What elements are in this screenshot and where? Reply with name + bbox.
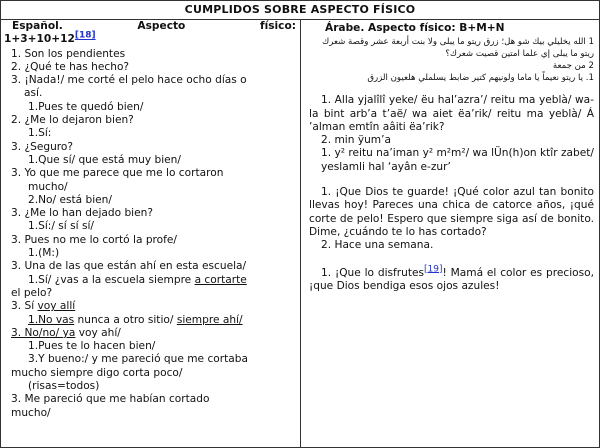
dialog-line	[4, 327, 296, 340]
dialog-line: mucho siempre digo corta poco/	[11, 366, 183, 379]
dialog-text: 1.Sí/ ¿vas a la escuela siempre	[28, 273, 195, 286]
dialog-text-underlined: siempre ahí/	[176, 313, 243, 326]
dialog-text-underlined: 1.No vas	[28, 313, 75, 326]
spacer	[309, 253, 594, 267]
translation-text: 1. ¡Que lo disfrutes	[321, 266, 425, 279]
left-header-aspect: Aspecto	[137, 20, 186, 32]
dialog-text-underlined: ya	[62, 326, 76, 339]
dialog-text-underlined: 3. No/no/	[11, 326, 63, 339]
dialog-line: mucho/	[11, 406, 51, 419]
transliteration-block	[309, 94, 594, 174]
dialog-line: 1.Pues te quedó bien/	[28, 100, 144, 113]
dialog-text-underlined: voy allí	[37, 300, 76, 313]
translation-text: ! Mamá el color es precioso, ¡que Dios bendiga esos ojos azules!	[309, 266, 594, 292]
translation-line: 2. Hace una semana.	[321, 239, 434, 252]
dialog-line: 3. Pues no me lo cortó la profe/	[11, 233, 177, 246]
dialog-line: 2.No/ está bien/	[28, 193, 112, 206]
dialog-line: 1.Pues te lo hacen bien/	[28, 340, 156, 353]
dialog-line: (risas=todos)	[28, 380, 100, 393]
dialog-text-underlined: a cortarte	[194, 273, 247, 286]
table-title: CUMPLIDOS SOBRE ASPECTO FÍSICO	[1, 1, 599, 20]
translation-line: 1. ¡Que Dios te guarde! ¡Qué color azul tan bonito llevas hoy! Pareces una chica de catorce años, ¡qué corte de pelo! Espero que siempre siga así de bonito. Dime, ¿cuándo te lo has cortado?	[309, 186, 594, 238]
transliteration-line: 2. min ÿum’a	[321, 134, 391, 147]
left-header-language: Español.	[12, 20, 63, 32]
footnote-link-18[interactable]: [18]	[74, 30, 96, 41]
dialog-line	[4, 274, 296, 287]
dialog-line: 1.Que sí/ que está muy bien/	[28, 153, 181, 166]
dialog-line: 3. Me pareció que me habían cortado	[11, 393, 210, 406]
left-header-row	[4, 20, 296, 33]
spanish-translation-block	[309, 186, 594, 293]
arabic-column	[301, 20, 599, 448]
dialog-line: 2. ¿Qué te has hecho?	[11, 60, 130, 73]
left-header-code	[4, 30, 296, 46]
dialog-line: 1. Son los pendientes	[11, 47, 126, 60]
dialog-line: 3. Yo que me parece que me lo cortaron	[11, 167, 224, 180]
dialog-line: mucho/	[28, 180, 68, 193]
dialog-line	[4, 300, 296, 313]
dialog-text: 3. Sí	[11, 300, 38, 313]
dialog-line	[4, 314, 296, 327]
dialog-line: 3. Una de las que están ahí en esta escuela/	[11, 260, 247, 273]
dialog-line: el pelo?	[11, 286, 53, 299]
dialog-line: 1.Sí:	[28, 127, 52, 140]
transliteration-line: 1. Alla yjalîlî yeke/ ëu hal’azra’/ reitu ma yeblà/ wa-la bint arb’a t’aë/ wa aiet ëa’rik/ reitu ma yeblà/ Á ’alman emtîn aâiti ëa’rik?	[309, 94, 594, 133]
right-header: Árabe. Aspecto físico: B+M+N	[325, 22, 505, 34]
arabic-line: 1 الله يخليلي بيك شو هل؛ زرق ريتو ما يبلى ولا بنت أربعة عشر وقصة شعرك ريتو ما يبلى إي علما امتين قصيت شعرك؟	[322, 37, 594, 60]
dialog-text: voy ahí/	[75, 326, 121, 339]
table-body	[1, 20, 599, 448]
dialog-line: 2. ¿Me lo dejaron bien?	[11, 114, 134, 127]
arabic-line: 2 من جمعة	[552, 61, 594, 72]
arabic-line: 1. يا ريتو نعيماً يا ماما ولونيهم كتير ضابط يسلملي هلعيون الزرق	[367, 73, 594, 84]
dialog-line: 1.(M:)	[28, 247, 60, 260]
dialog-line: 3. ¿Me lo han dejado bien?	[11, 207, 153, 220]
footnote-link-19[interactable]: [19]	[424, 264, 443, 275]
left-header-code-text: 1+3+10+12	[4, 33, 75, 46]
dialog-line: 3. ¿Seguro?	[11, 140, 74, 153]
spanish-column	[1, 20, 301, 448]
arabic-text-block	[309, 36, 594, 84]
dialog-text: nunca a otro sitio/	[74, 313, 177, 326]
dialog-line: 3. ¡Nada!/ me corté el pelo hace ocho días o	[11, 74, 247, 87]
transliteration-line: 1. y² reitu na’iman y² m²m²/ wa lÜn(h)on ktîr zabet/ yeslamli hal ‘ayân e-zur’	[321, 147, 594, 173]
left-header-fisico: físico:	[260, 20, 296, 32]
dialog-line: 3.Y bueno:/ y me pareció que me cortaba	[28, 353, 248, 366]
dialog-line: 1.Sí:/ sí sí sí/	[28, 220, 94, 233]
dialog-line: así.	[24, 87, 43, 100]
translation-line	[309, 264, 594, 294]
